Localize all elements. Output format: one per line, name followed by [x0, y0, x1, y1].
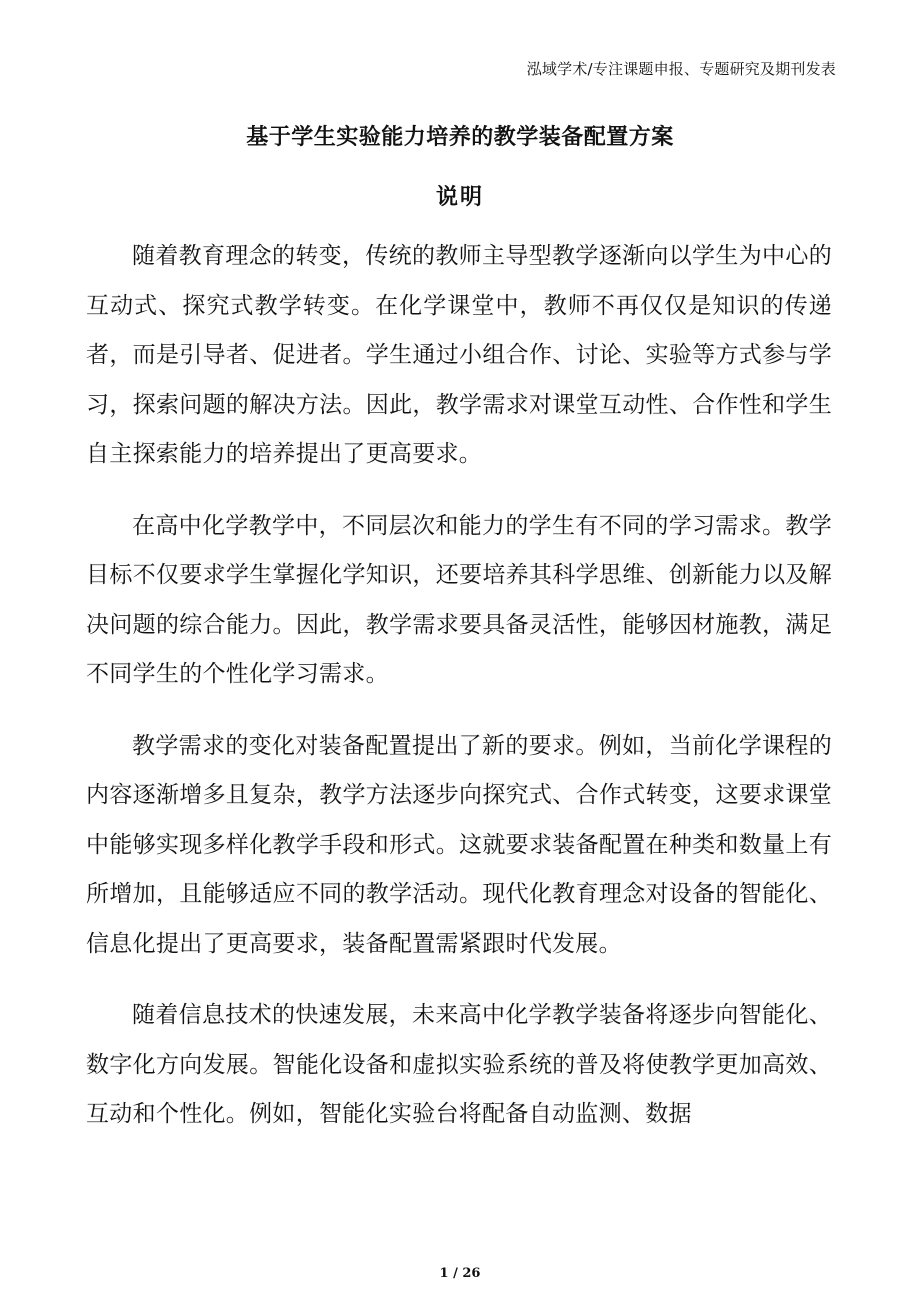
paragraph-3: 教学需求的变化对装备配置提出了新的要求。例如，当前化学课程的内容逐渐增多且复杂，教学方法逐步向探究式、合作式转变，这要求课堂中能够实现多样化教学手段和形式。这就要求装备配置在种类和数量上有所增加，且能够适应不同的教学活动。现代化教育理念对设备的智能化、信息化提出了更高要求，装备配置需紧跟时代发展。	[86, 732, 832, 957]
section-title: 说明	[435, 185, 484, 210]
page-number: 1 / 26	[439, 1266, 481, 1281]
paragraph-4: 随着信息技术的快速发展，未来高中化学教学装备将逐步向智能化、数字化方向发展。智能化设备和虚拟实验系统的普及将使教学更加高效、互动和个性化。例如，智能化实验台将配备自动监测、数据	[86, 1002, 832, 1127]
paragraph-1: 随着教育理念的转变，传统的教师主导型教学逐渐向以学生为中心的互动式、探究式教学转变。在化学课堂中，教师不再仅仅是知识的传递者，而是引导者、促进者。学生通过小组合作、讨论、实验等方式参与学习，探索问题的解决方法。因此，教学需求对课堂互动性、合作性和学生自主探索能力的培养提出了更高要求。	[86, 243, 832, 467]
document-title: 基于学生实验能力培养的教学装备配置方案	[246, 125, 674, 150]
header-note: 泓域学术/专注课题申报、专题研究及期刊发表	[526, 60, 836, 78]
paragraph-2: 在高中化学教学中，不同层次和能力的学生有不同的学习需求。教学目标不仅要求学生掌握化学知识，还要培养其科学思维、创新能力以及解决问题的综合能力。因此，教学需求要具备灵活性，能够因材施教，满足不同学生的个性化学习需求。	[86, 512, 832, 687]
document-body	[86, 232, 832, 1162]
